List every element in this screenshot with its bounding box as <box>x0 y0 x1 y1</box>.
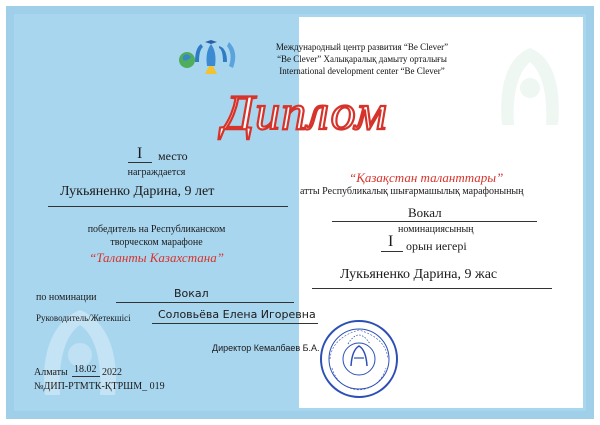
be-clever-logo-icon <box>175 38 247 78</box>
marathon-name-left: “Таланты Казахстана” <box>89 250 224 265</box>
recipient-name-right: Лукьяненко Дарина, 9 жас <box>340 267 498 282</box>
marathon-subtitle-right: атты Республикалық шығармашылық марафонының <box>300 186 524 197</box>
document-number: №ДИП-РТМТК-ҚТРШМ_ 019 <box>34 381 165 392</box>
official-stamp-icon <box>318 318 400 400</box>
year-value: 2022 <box>102 367 122 378</box>
date-value: 18.02 <box>74 364 97 375</box>
winner-line-2: творческом марафоне <box>110 237 203 248</box>
recipient-name-left: Лукьяненко Дарина, 9 лет <box>60 184 215 199</box>
name-underline-right <box>312 288 552 289</box>
org-line-ru: Международный центр развития “Be Clever” <box>275 42 449 52</box>
nomination-label-right: номинациясының <box>398 224 474 235</box>
nomination-label-left: по номинации <box>36 292 97 303</box>
director-signature: Директор Кемалбаев Б.А. <box>212 343 320 353</box>
place-underline-right <box>381 251 403 252</box>
winner-line-1: победитель на Республиканском <box>87 224 226 235</box>
supervisor-value: Соловьёва Елена Игоревна <box>158 308 316 321</box>
org-line-en: International development center “Be Clever” <box>279 66 445 76</box>
place-label-left: место <box>158 149 188 163</box>
nomination-value-right: Вокал <box>408 205 442 220</box>
organization-names <box>247 41 477 77</box>
name-underline-left <box>48 206 288 207</box>
nomination-value-left: Вокал <box>174 287 209 300</box>
watermark-logo-right-icon <box>480 40 580 140</box>
city-label: Алматы <box>34 367 68 378</box>
awarded-text: награждается <box>127 167 186 178</box>
diploma-title <box>190 82 420 142</box>
place-underline-left <box>128 162 152 163</box>
place-number-right: I <box>388 233 394 250</box>
nomination-underline-left <box>116 302 294 303</box>
org-line-kz: “Be Clever” Халықаралық дамыту орталығы <box>277 54 447 64</box>
nomination-underline-right <box>332 221 537 222</box>
place-label-right: орын иегері <box>406 239 467 253</box>
supervisor-label: Руководитель/Жетекшісі <box>36 313 131 323</box>
marathon-name-right: “Қазақстан таланттары” <box>349 170 504 185</box>
place-number-left: I <box>137 145 143 162</box>
date-underline <box>72 376 100 377</box>
title-text: Диплом <box>222 84 388 140</box>
supervisor-underline <box>152 323 318 324</box>
